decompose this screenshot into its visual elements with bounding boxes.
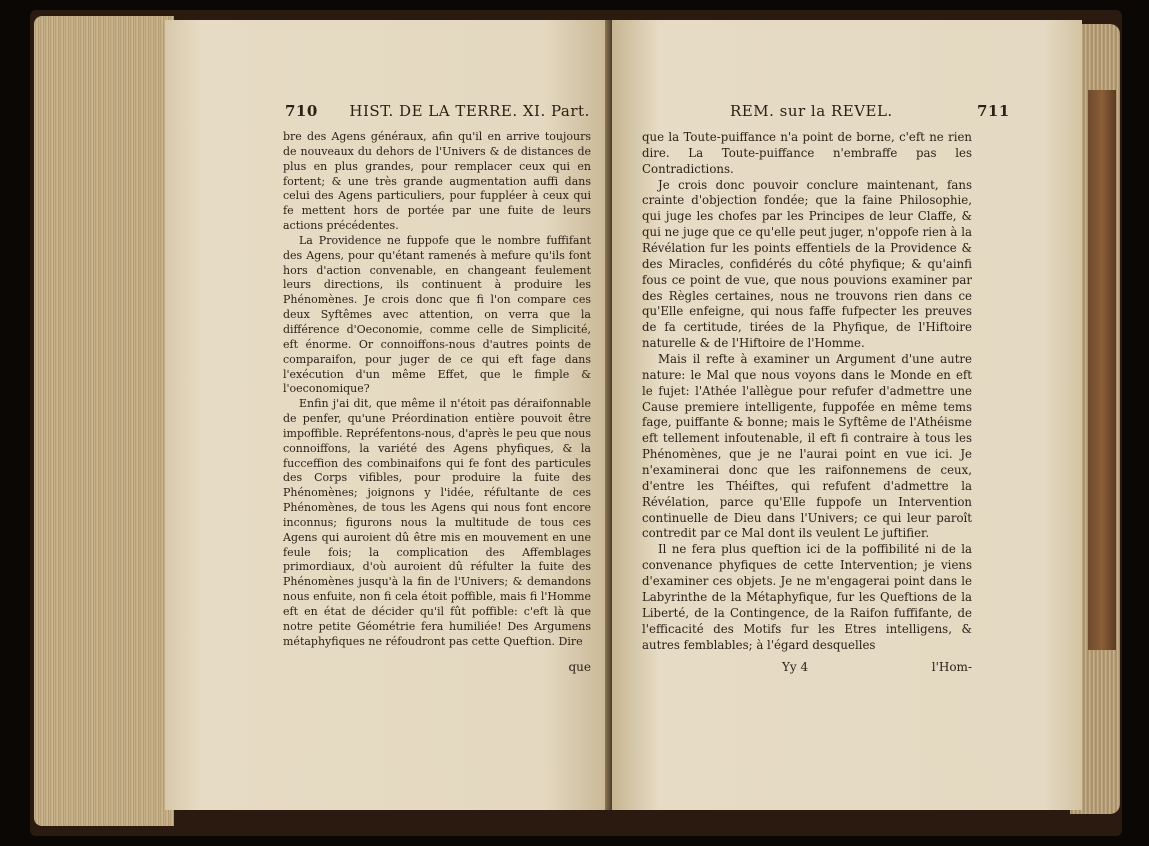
right-running-head: REM. sur la REVEL. (730, 102, 893, 120)
left-page (165, 20, 610, 810)
page-edges-left (34, 16, 174, 826)
paragraph: La Providence ne fuppofe que le nombre fuffifant des Agens, pour qu'étant ramenés à mefure qu'ils font hors d'action convenable, en changeant feulement leurs directions, ils continuent à produire les Phénomènes. Je crois donc que fi l'on compare ces deux Syftêmes avec attention, on verra que la différence d'Oeconomie, comme celle de Simplicité, eft énorme. Or connoiffons-nous d'autres points de comparaifon, pour juger de ce qui eft fage dans l'exécution d'un même Effet, que le fimple & l'oeconomique? (283, 233, 591, 396)
paragraph: Enfin j'ai dit, que même il n'étoit pas déraifonnable de penfer, qu'une Préordination entière pouvoit être impoffible. Repréfentons-nous, d'après le peu que nous connoiffons, la variété des Agens phyfiques, & la fucceffion des combinaifons qui fe font des particules des Corps vifibles, pour produire la fuite des Phénomènes; joignons y l'idée, réfultante de ces Phénomènes, de tous les Agens qui nous font encore inconnus; figurons nous la multitude de tous ces Agens qui auroient dû être mis en mouvement en une feule fois; la complication des Affemblages primordiaux, d'où auroient dû réfulter la fuite des Phénomènes jusqu'à la fin de l'Univers; & demandons nous enfuite, non fi cela étoit poffible, mais fi l'Homme eft en état de décider qu'il fût poffible: c'eft là que notre petite Géométrie fera humiliée! Des Argumens métaphyfiques ne réfoudront pas cette Queftion. Dire (283, 397, 591, 648)
right-page (612, 20, 1082, 810)
right-header (730, 102, 1010, 120)
signature-mark: Yy 4 (782, 660, 809, 674)
paragraph: bre des Agens généraux, afin qu'il en arrive toujours de nouveaux du dehors de l'Univers & de distances de plus en plus grandes, pour remplacer ceux qui en fortent; & une très grande augmentation auffi dans celui des Agens particuliers, pour fuppléer à ceux qui fe mettent hors de portée par une fuite de leurs actions précédentes. (283, 130, 591, 233)
paragraph: que la Toute-puiffance n'a point de borne, c'eft ne rien dire. La Toute-puiffance n'embraffe pas les Contradictions. (642, 130, 972, 176)
left-catchword: que (568, 660, 591, 674)
paragraph: Il ne fera plus queftion ici de la poffibilité ni de la convenance phyfiques de cette Intervention; je viens d'examiner ces objets. Je ne m'engagerai point dans le Labyrinthe de la Métaphyfique, fur les Queftions de la Liberté, de la Contingence, de la Raifon fuffifante, de l'efficacité des Motifs fur les Etres intelligens, & autres femblables; à l'égard desquelles (642, 542, 972, 652)
left-body-text (283, 130, 591, 650)
left-page-number: 710 (285, 102, 318, 120)
paragraph: Je crois donc pouvoir conclure maintenant, fans crainte d'objection fondée; que la faine Philosophie, qui juge les chofes par les Principes de leur Claffe, & qui ne juge que ce qu'elle peut juger, n'oppofe rien à la Révélation fur les points effentiels de la Providence & des Miracles, confidérés du côté phyfique; & qu'ainfi fous ce point de vue, que nous pouvions examiner par des Règles certaines, nous ne trouvons rien dans ce qu'Elle enfeigne, qui nous faffe fufpecter les preuves de fa certitude, tirées de la Phyfique, de l'Hiftoire naturelle & de l'Hiftoire de l'Homme. (642, 177, 972, 351)
left-header (285, 102, 590, 120)
right-body-text (642, 130, 972, 653)
cover-leather (1088, 90, 1116, 650)
paragraph: Mais il refte à examiner un Argument d'une autre nature: le Mal que nous voyons dans le Monde en eft le fujet: l'Athée l'allègue pour refufer d'admettre une Cause premiere intelligente, fuppofée en même tems fage, puiffante & bonne; mais le Syftême de l'Athéisme eft tellement infoutenable, il eft fi contraire à tous les Phénomènes, que je ne l'aurai point en vue ici. Je n'examinerai donc que les raifonnemens de ceux, d'entre les Théiftes, qui refufent d'admettre la Révélation, parce qu'Elle fuppofe un Intervention continuelle de Dieu dans l'Univers; ce qui leur paroît contredit par ce Mal dont ils veulent Le juftifier. (642, 352, 972, 541)
left-running-head: HIST. DE LA TERRE. XI. Part. (349, 102, 590, 120)
right-catchword: l'Hom- (931, 660, 972, 674)
right-page-number: 711 (977, 102, 1010, 120)
